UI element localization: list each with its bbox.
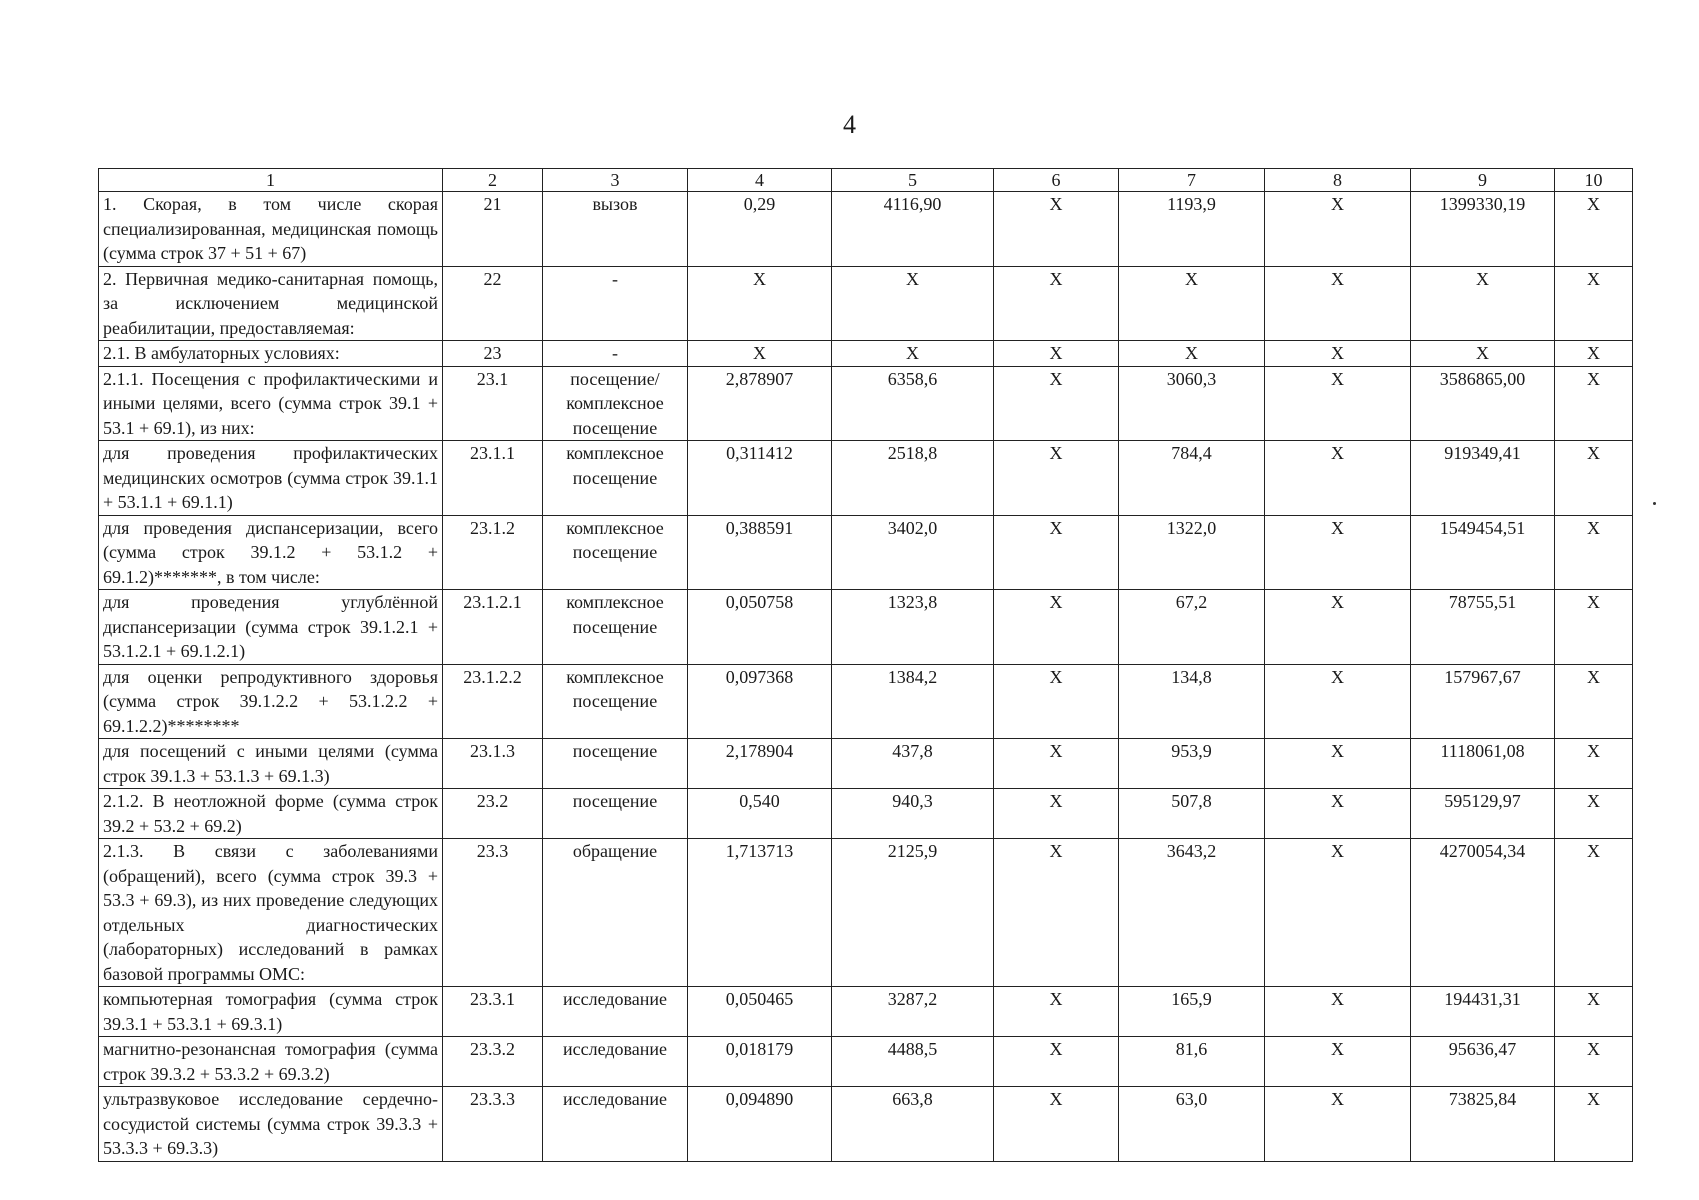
row-unit-cell: обращение — [543, 839, 688, 987]
col9-cell: 4270054,34 — [1411, 839, 1555, 987]
row-unit-cell: исследование — [543, 1087, 688, 1162]
col4-cell: 0,097368 — [688, 664, 832, 739]
col7-cell: 67,2 — [1119, 590, 1265, 665]
col8-cell: Х — [1265, 739, 1411, 789]
col8-cell: Х — [1265, 590, 1411, 665]
col9-cell: 1549454,51 — [1411, 515, 1555, 590]
row-name-cell: 2. Первичная медико-санитарная помощь, за исключением медицинской реабилитации, предоставляемая: — [99, 266, 443, 341]
col4-cell: Х — [688, 341, 832, 367]
col7-cell: 3643,2 — [1119, 839, 1265, 987]
row-unit-cell: - — [543, 266, 688, 341]
row-unit-cell: комплексное посещение — [543, 590, 688, 665]
col5-cell: 4488,5 — [832, 1037, 994, 1087]
col7-cell: 81,6 — [1119, 1037, 1265, 1087]
col7-cell: 784,4 — [1119, 441, 1265, 516]
col7-cell: 1193,9 — [1119, 192, 1265, 267]
col6-cell: Х — [994, 366, 1119, 441]
row-name-cell: для проведения профилактических медицинских осмотров (сумма строк 39.1.1 + 53.1.1 + 69.1.1) — [99, 441, 443, 516]
col4-cell: 0,311412 — [688, 441, 832, 516]
row-name-cell: 1. Скорая, в том числе скорая специализированная, медицинская помощь (сумма строк 37 + 51 + 67) — [99, 192, 443, 267]
col8-cell: Х — [1265, 839, 1411, 987]
col6-cell: Х — [994, 1087, 1119, 1162]
header-cell: 2 — [443, 169, 543, 192]
page-number: 4 — [843, 110, 856, 139]
table-row — [99, 515, 1633, 590]
header-cell: 1 — [99, 169, 443, 192]
col6-cell: Х — [994, 839, 1119, 987]
row-line-cell: 23.2 — [443, 789, 543, 839]
table-row — [99, 266, 1633, 341]
col9-cell: Х — [1411, 341, 1555, 367]
table-row — [99, 839, 1633, 987]
row-line-cell: 23.1.1 — [443, 441, 543, 516]
header-cell: 8 — [1265, 169, 1411, 192]
col8-cell: Х — [1265, 192, 1411, 267]
header-cell: 5 — [832, 169, 994, 192]
col10-cell: Х — [1555, 441, 1633, 516]
row-unit-cell: исследование — [543, 1037, 688, 1087]
col10-cell: Х — [1555, 366, 1633, 441]
col6-cell: Х — [994, 664, 1119, 739]
col10-cell: Х — [1555, 664, 1633, 739]
col9-cell: Х — [1411, 266, 1555, 341]
row-line-cell: 23.1.2.1 — [443, 590, 543, 665]
table-row — [99, 590, 1633, 665]
col6-cell: Х — [994, 192, 1119, 267]
row-name-cell: для проведения углублённой диспансеризации (сумма строк 39.1.2.1 + 53.1.2.1 + 69.1.2.1) — [99, 590, 443, 665]
col10-cell: Х — [1555, 515, 1633, 590]
table-row — [99, 1087, 1633, 1162]
header-cell: 10 — [1555, 169, 1633, 192]
col9-cell: 78755,51 — [1411, 590, 1555, 665]
row-line-cell: 23.3.3 — [443, 1087, 543, 1162]
col10-cell: Х — [1555, 987, 1633, 1037]
col5-cell: Х — [832, 341, 994, 367]
header-cell: 7 — [1119, 169, 1265, 192]
row-unit-cell: посещение — [543, 789, 688, 839]
col9-cell: 1399330,19 — [1411, 192, 1555, 267]
col4-cell: 2,878907 — [688, 366, 832, 441]
col6-cell: Х — [994, 341, 1119, 367]
row-line-cell: 23.1 — [443, 366, 543, 441]
col4-cell: 0,018179 — [688, 1037, 832, 1087]
col9-cell: 1118061,08 — [1411, 739, 1555, 789]
col5-cell: 1323,8 — [832, 590, 994, 665]
col9-cell: 73825,84 — [1411, 1087, 1555, 1162]
col8-cell: Х — [1265, 1037, 1411, 1087]
col8-cell: Х — [1265, 441, 1411, 516]
col9-cell: 194431,31 — [1411, 987, 1555, 1037]
col5-cell: 2518,8 — [832, 441, 994, 516]
col5-cell: 1384,2 — [832, 664, 994, 739]
col4-cell: 0,050465 — [688, 987, 832, 1037]
row-line-cell: 23 — [443, 341, 543, 367]
row-line-cell: 23.3 — [443, 839, 543, 987]
table-row — [99, 789, 1633, 839]
col8-cell: Х — [1265, 987, 1411, 1037]
col4-cell: 0,388591 — [688, 515, 832, 590]
row-line-cell: 22 — [443, 266, 543, 341]
col5-cell: 4116,90 — [832, 192, 994, 267]
row-name-cell: компьютерная томография (сумма строк 39.3.1 + 53.3.1 + 69.3.1) — [99, 987, 443, 1037]
col6-cell: Х — [994, 739, 1119, 789]
row-unit-cell: посещение/ комплексное посещение — [543, 366, 688, 441]
col7-cell: 3060,3 — [1119, 366, 1265, 441]
table-row — [99, 192, 1633, 267]
col7-cell: 507,8 — [1119, 789, 1265, 839]
col4-cell: 0,540 — [688, 789, 832, 839]
col5-cell: 2125,9 — [832, 839, 994, 987]
table-row — [99, 664, 1633, 739]
row-unit-cell: комплексное посещение — [543, 441, 688, 516]
col10-cell: Х — [1555, 590, 1633, 665]
table-header-row — [99, 169, 1633, 192]
col7-cell: 63,0 — [1119, 1087, 1265, 1162]
col7-cell: 165,9 — [1119, 987, 1265, 1037]
col7-cell: 953,9 — [1119, 739, 1265, 789]
col8-cell: Х — [1265, 1087, 1411, 1162]
col5-cell: Х — [832, 266, 994, 341]
header-cell: 9 — [1411, 169, 1555, 192]
col6-cell: Х — [994, 441, 1119, 516]
col4-cell: Х — [688, 266, 832, 341]
col5-cell: 3402,0 — [832, 515, 994, 590]
scan-speck — [1653, 502, 1656, 505]
table-row — [99, 441, 1633, 516]
row-unit-cell: - — [543, 341, 688, 367]
col4-cell: 1,713713 — [688, 839, 832, 987]
col6-cell: Х — [994, 987, 1119, 1037]
row-line-cell: 23.3.2 — [443, 1037, 543, 1087]
table-row — [99, 739, 1633, 789]
col10-cell: Х — [1555, 739, 1633, 789]
row-name-cell: магнитно-резонансная томография (сумма строк 39.3.2 + 53.3.2 + 69.3.2) — [99, 1037, 443, 1087]
row-name-cell: 2.1.1. Посещения с профилактическими и иными целями, всего (сумма строк 39.1 + 53.1 + 69.1), из них: — [99, 366, 443, 441]
col7-cell: 134,8 — [1119, 664, 1265, 739]
row-name-cell: для посещений с иными целями (сумма строк 39.1.3 + 53.1.3 + 69.1.3) — [99, 739, 443, 789]
col7-cell: Х — [1119, 341, 1265, 367]
col6-cell: Х — [994, 590, 1119, 665]
row-unit-cell: исследование — [543, 987, 688, 1037]
col10-cell: Х — [1555, 1087, 1633, 1162]
col10-cell: Х — [1555, 789, 1633, 839]
col10-cell: Х — [1555, 1037, 1633, 1087]
header-cell: 6 — [994, 169, 1119, 192]
col6-cell: Х — [994, 515, 1119, 590]
col5-cell: 6358,6 — [832, 366, 994, 441]
row-name-cell: для оценки репродуктивного здоровья (сумма строк 39.1.2.2 + 53.1.2.2 + 69.1.2.2)******** — [99, 664, 443, 739]
row-name-cell: для проведения диспансеризации, всего (сумма строк 39.1.2 + 53.1.2 + 69.1.2)*******, в том числе: — [99, 515, 443, 590]
header-cell: 4 — [688, 169, 832, 192]
col5-cell: 663,8 — [832, 1087, 994, 1162]
row-line-cell: 23.1.2 — [443, 515, 543, 590]
row-line-cell: 23.1.2.2 — [443, 664, 543, 739]
col4-cell: 2,178904 — [688, 739, 832, 789]
col10-cell: Х — [1555, 341, 1633, 367]
row-line-cell: 23.1.3 — [443, 739, 543, 789]
col8-cell: Х — [1265, 341, 1411, 367]
col9-cell: 595129,97 — [1411, 789, 1555, 839]
col9-cell: 919349,41 — [1411, 441, 1555, 516]
data-table — [98, 168, 1633, 1162]
col6-cell: Х — [994, 1037, 1119, 1087]
table-row — [99, 1037, 1633, 1087]
col8-cell: Х — [1265, 366, 1411, 441]
col9-cell: 95636,47 — [1411, 1037, 1555, 1087]
col5-cell: 940,3 — [832, 789, 994, 839]
col7-cell: Х — [1119, 266, 1265, 341]
header-cell: 3 — [543, 169, 688, 192]
table-row — [99, 366, 1633, 441]
col6-cell: Х — [994, 266, 1119, 341]
col10-cell: Х — [1555, 266, 1633, 341]
col8-cell: Х — [1265, 664, 1411, 739]
row-unit-cell: комплексное посещение — [543, 664, 688, 739]
col6-cell: Х — [994, 789, 1119, 839]
table-row — [99, 987, 1633, 1037]
col4-cell: 0,050758 — [688, 590, 832, 665]
row-name-cell: 2.1.2. В неотложной форме (сумма строк 39.2 + 53.2 + 69.2) — [99, 789, 443, 839]
col8-cell: Х — [1265, 266, 1411, 341]
row-unit-cell: комплексное посещение — [543, 515, 688, 590]
row-unit-cell: посещение — [543, 739, 688, 789]
col5-cell: 437,8 — [832, 739, 994, 789]
row-line-cell: 23.3.1 — [443, 987, 543, 1037]
col8-cell: Х — [1265, 515, 1411, 590]
col4-cell: 0,29 — [688, 192, 832, 267]
col9-cell: 3586865,00 — [1411, 366, 1555, 441]
col10-cell: Х — [1555, 192, 1633, 267]
col10-cell: Х — [1555, 839, 1633, 987]
col5-cell: 3287,2 — [832, 987, 994, 1037]
row-unit-cell: вызов — [543, 192, 688, 267]
col7-cell: 1322,0 — [1119, 515, 1265, 590]
col4-cell: 0,094890 — [688, 1087, 832, 1162]
col8-cell: Х — [1265, 789, 1411, 839]
col9-cell: 157967,67 — [1411, 664, 1555, 739]
row-name-cell: 2.1. В амбулаторных условиях: — [99, 341, 443, 367]
table-row — [99, 341, 1633, 367]
row-line-cell: 21 — [443, 192, 543, 267]
row-name-cell: ультразвуковое исследование сердечно-сосудистой системы (сумма строк 39.3.3 + 53.3.3 + 69.3.3) — [99, 1087, 443, 1162]
row-name-cell: 2.1.3. В связи с заболеваниями (обращений), всего (сумма строк 39.3 + 53.3 + 69.3), из них проведение следующих отдельных диагностических (лабораторных) исследований в рамках базовой программы ОМС: — [99, 839, 443, 987]
